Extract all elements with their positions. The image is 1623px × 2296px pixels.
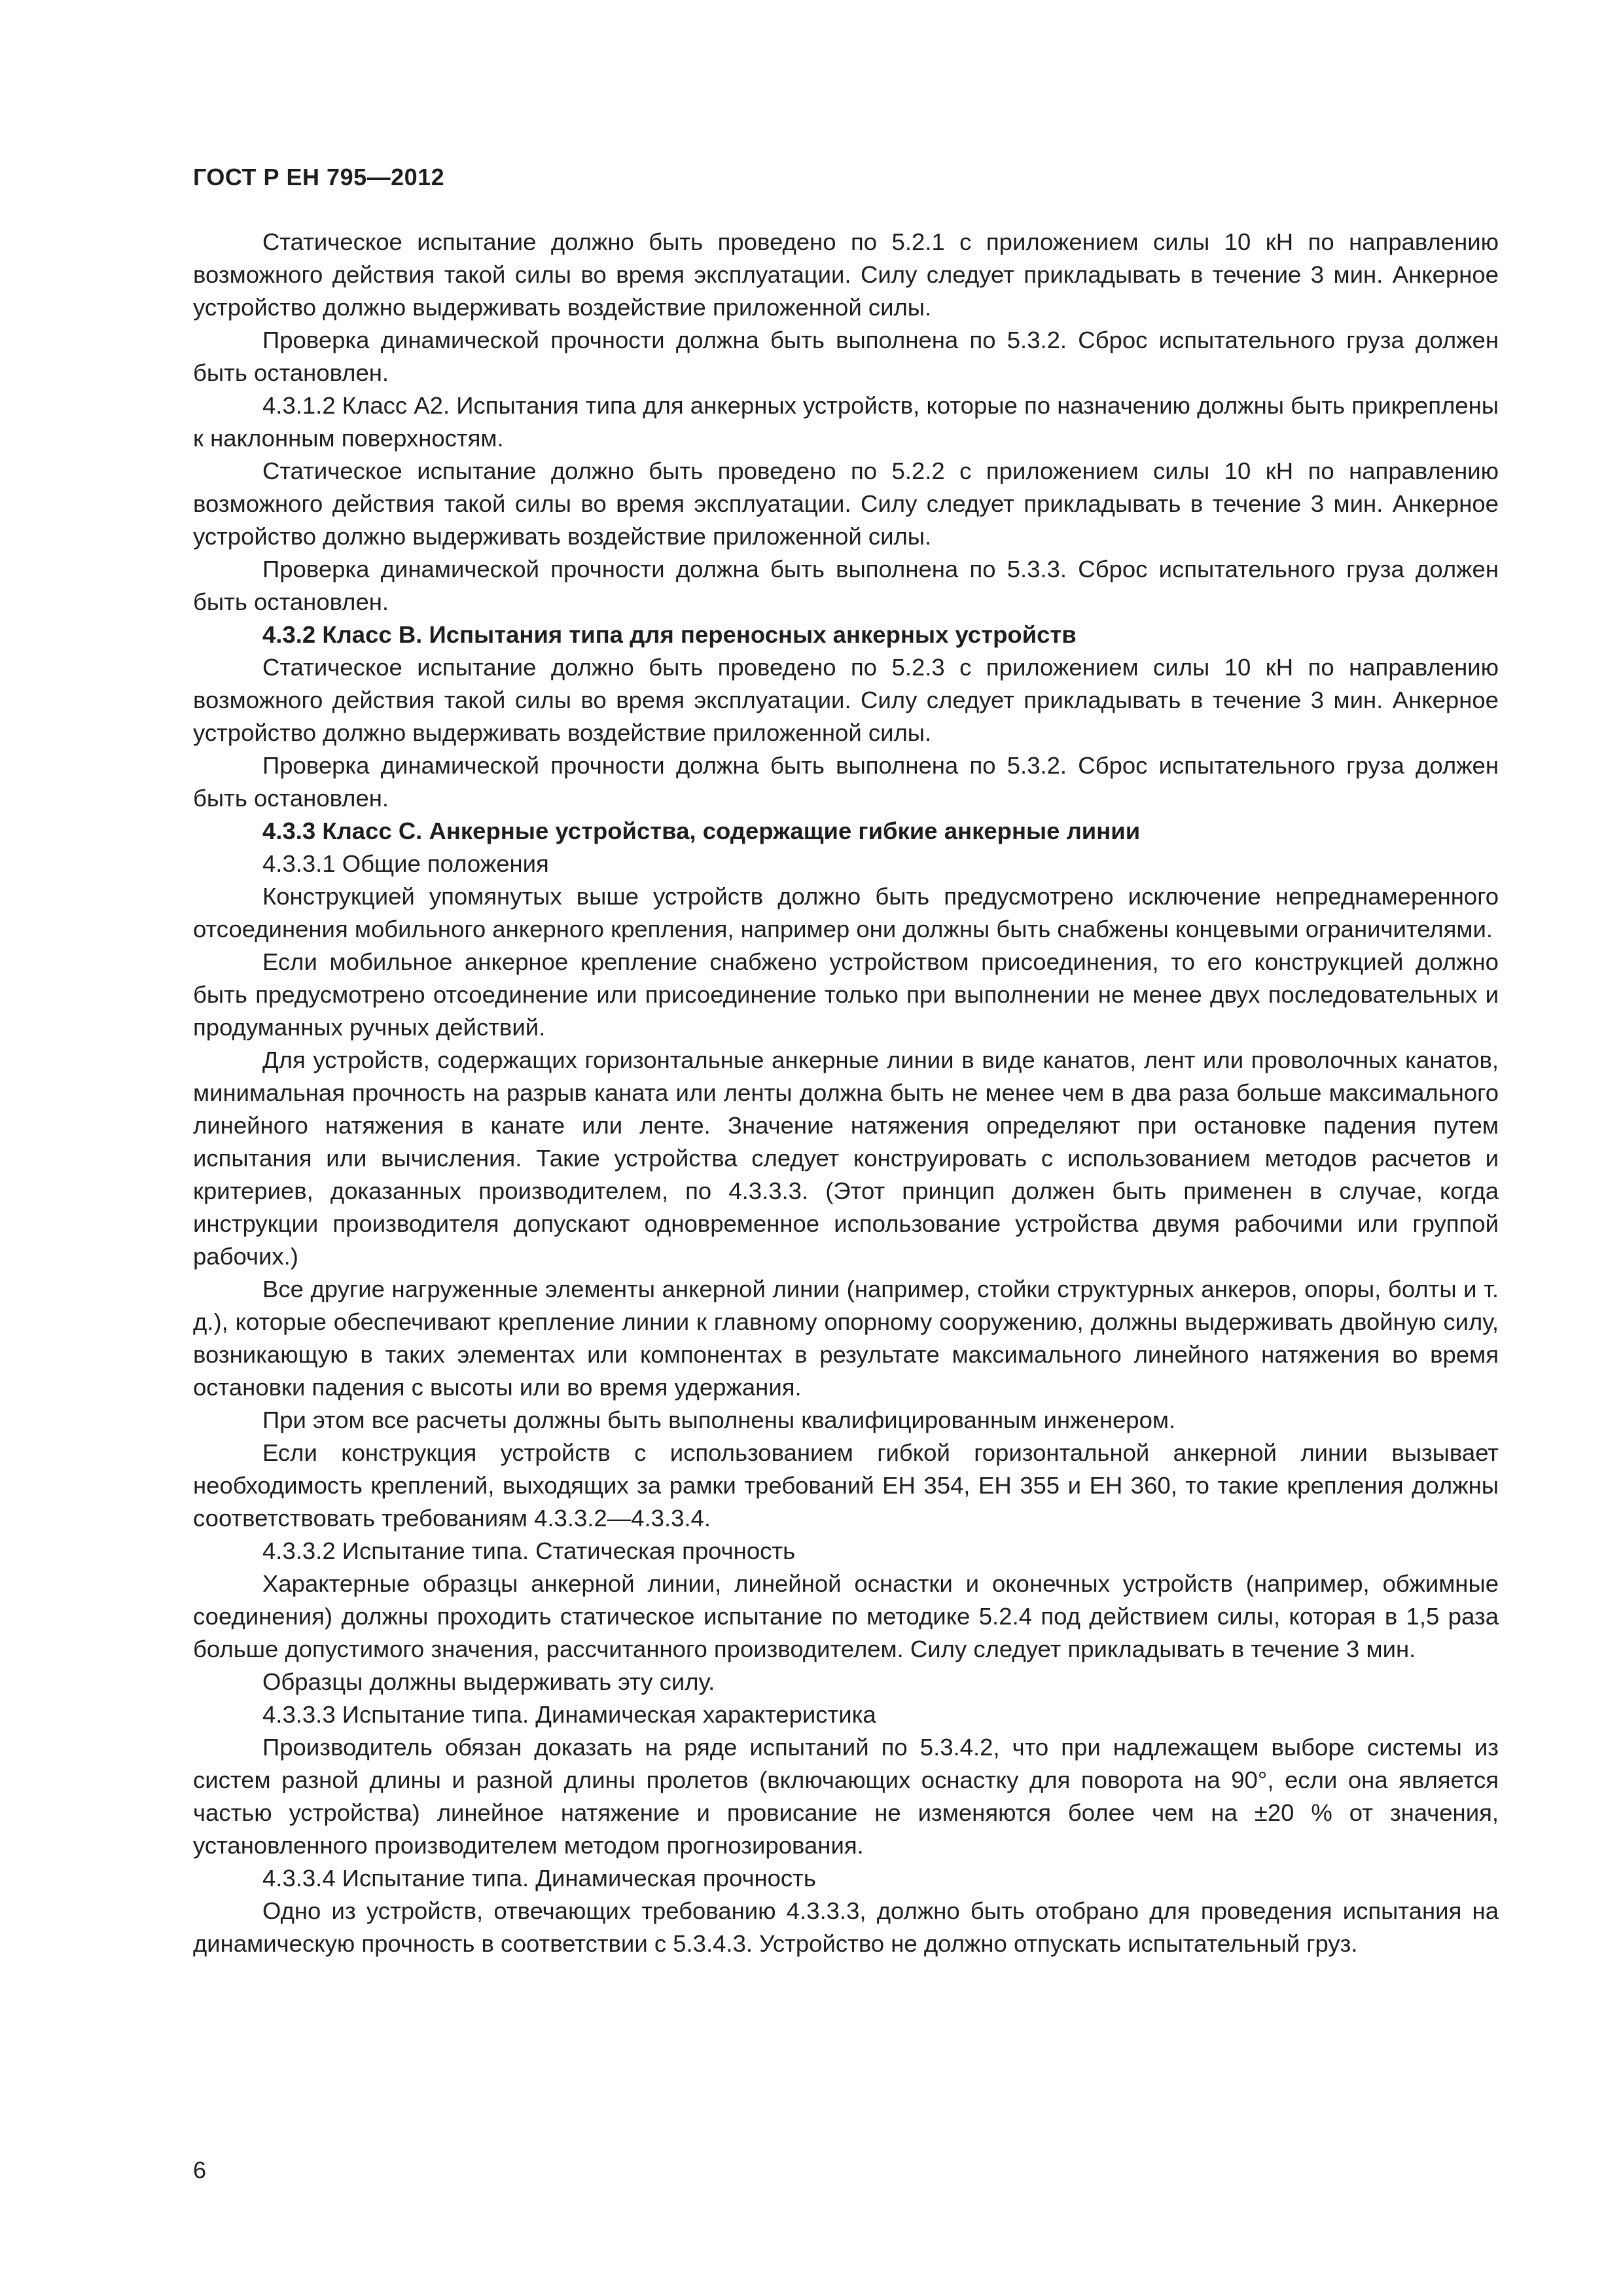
paragraph: Характерные образцы анкерной линии, линейной оснастки и оконечных устройств (например, обжимные соединения) должны проходить статическое испытание по методике 5.2.4 под действием силы, которая в 1,5 раза больше допустимого значения, рассчитанного производителем. Силу следует прикладывать в течение 3 мин. [193,1570,1499,1662]
page-number: 6 [193,2157,207,2183]
paragraph: При этом все расчеты должны быть выполнены квалифицированным инженером. [262,1407,1176,1433]
paragraph: Проверка динамической прочности должна быть выполнена по 5.3.3. Сброс испытательного груза должен быть остановлен. [193,556,1499,615]
paragraph: Статическое испытание должно быть проведено по 5.2.3 с приложением силы 10 кН по направлению возможного действия такой силы во время эксплуатации. Силу следует прикладывать в течение 3 мин. Анкерное устройство должно выдерживать воздействие приложенной силы. [193,654,1499,746]
section-heading: 4.3.3 Класс С. Анкерные устройства, содержащие гибкие анкерные линии [262,817,1141,844]
paragraph: Если мобильное анкерное крепление снабжено устройством присоединения, то его конструкцией должно быть предусмотрено отсоединение или присоединение только при выполнении не менее двух последовательных и продуманных ручных действий. [193,948,1499,1041]
paragraph: Проверка динамической прочности должна быть выполнена по 5.3.2. Сброс испытательного груза должен быть остановлен. [193,327,1499,386]
clause-heading: 4.3.3.4 Испытание типа. Динамическая прочность [262,1865,816,1892]
section-heading: 4.3.2 Класс В. Испытания типа для переносных анкерных устройств [262,621,1077,648]
clause-paragraph: 4.3.1.2 Класс А2. Испытания типа для анкерных устройств, которые по назначению должны быть прикреплены к наклонным поверхностям. [193,392,1499,452]
paragraph: Статическое испытание должно быть проведено по 5.2.1 с приложением силы 10 кН по направлению возможного действия такой силы во время эксплуатации. Силу следует прикладывать в течение 3 мин. Анкерное устройство должно выдерживать воздействие приложенной силы. [193,228,1499,321]
paragraph: Образцы должны выдерживать эту силу. [262,1668,715,1695]
clause-heading: 4.3.3.1 Общие положения [262,850,549,877]
paragraph: Производитель обязан доказать на ряде испытаний по 5.3.4.2, что при надлежащем выборе системы из систем разной длины и разной длины пролетов (включающих оснастку для поворота на 90°, если она является частью устройства) линейное натяжение и провисание не изменяются более чем на ±20 % от значения, установленного производителем методом прогнозирования. [193,1734,1499,1859]
paragraph: Одно из устройств, отвечающих требованию 4.3.3.3, должно быть отобрано для проведения испытания на динамическую прочность в соответствии с 5.3.4.3. Устройство не должно отпускать испытательный груз. [193,1897,1499,1957]
paragraph: Статическое испытание должно быть проведено по 5.2.2 с приложением силы 10 кН по направлению возможного действия такой силы во время эксплуатации. Силу следует прикладывать в течение 3 мин. Анкерное устройство должно выдерживать воздействие приложенной силы. [193,457,1499,550]
clause-heading: 4.3.3.2 Испытание типа. Статическая прочность [262,1537,796,1564]
paragraph: Конструкцией упомянутых выше устройств должно быть предусмотрено исключение непреднамеренного отсоединения мобильного анкерного крепления, например они должны быть снабжены концевыми ограничителями. [193,883,1499,942]
body-text [193,226,1499,1960]
paragraph: Проверка динамической прочности должна быть выполнена по 5.3.2. Сброс испытательного груза должен быть остановлен. [193,752,1499,812]
document-code-header: ГОСТ Р ЕН 795—2012 [193,164,445,190]
clause-heading: 4.3.3.3 Испытание типа. Динамическая характеристика [262,1701,876,1728]
paragraph: Если конструкция устройств с использованием гибкой горизонтальной анкерной линии вызывает необходимость креплений, выходящих за рамки требований ЕН 354, ЕН 355 и ЕН 360, то такие крепления должны соответствовать требованиям 4.3.3.2—4.3.3.4. [193,1439,1499,1532]
paragraph: Для устройств, содержащих горизонтальные анкерные линии в виде канатов, лент или проволочных канатов, минимальная прочность на разрыв каната или ленты должна быть не менее чем в два раза больше максимального линейного натяжения в канате или ленте. Значение натяжения определяют при остановке падения путем испытания или вычисления. Такие устройства следует конструировать с использованием методов расчетов и критериев, доказанных производителем, по 4.3.3.3. (Этот принцип должен быть применен в случае, когда инструкции производителя допускают одновременное использование устройства двумя рабочими или группой рабочих.) [193,1047,1499,1270]
paragraph: Все другие нагруженные элементы анкерной линии (например, стойки структурных анкеров, опоры, болты и т. д.), которые обеспечивают крепление линии к главному опорному сооружению, должны выдерживать двойную силу, возникающую в таких элементах или компонентах в результате максимального линейного натяжения во время остановки падения с высоты или во время удержания. [193,1276,1499,1401]
